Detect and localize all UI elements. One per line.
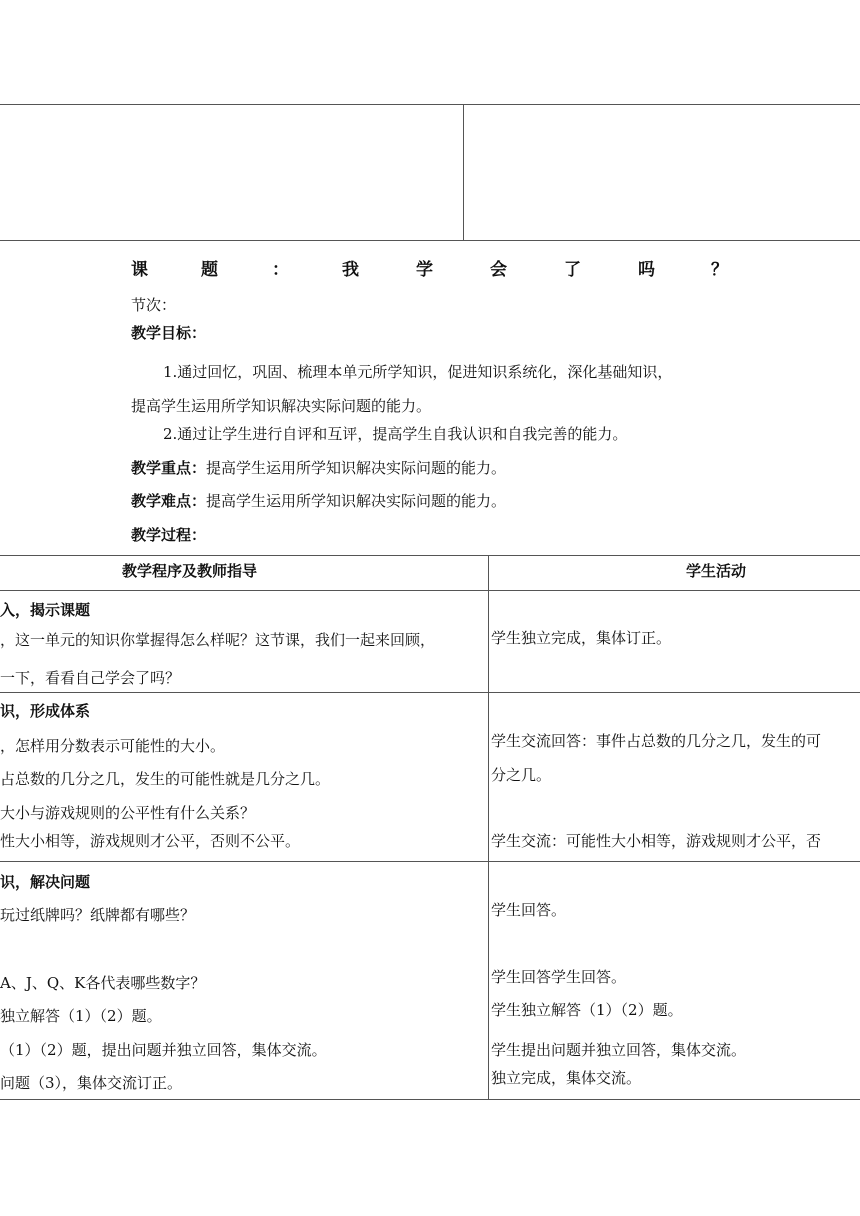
- row2-left-line: 性大小相等，游戏规则才公平，否则不公平。: [0, 832, 301, 850]
- row3-left-line: 问题（3），集体交流订正。: [0, 1074, 183, 1092]
- title-char: 吗: [638, 260, 655, 280]
- objective-1-line2: 提高学生运用所学知识解决实际问题的能力。: [131, 397, 432, 415]
- table-header-right: 学生活动: [686, 562, 747, 580]
- top-table-border-bottom: [0, 240, 860, 241]
- row2-right-line: 学生交流回答：事件占总数的几分之几，发生的可: [491, 732, 822, 750]
- row3-left-line: （1）（2）题，提出问题并独立回答，集体交流。: [0, 1041, 327, 1059]
- process-heading: 教学过程：: [131, 526, 207, 544]
- row2-left-line: 大小与游戏规则的公平性有什么关系？: [0, 804, 256, 822]
- title-char: ？: [711, 260, 728, 280]
- row3-right-line: 独立完成，集体交流。: [491, 1069, 642, 1087]
- row1-left-line: 一下，看看自己学会了吗？: [0, 669, 181, 687]
- title-char: ：: [272, 260, 289, 280]
- row2-right-line: 学生交流：可能性大小相等，游戏规则才公平，否: [491, 832, 822, 850]
- table-line: [0, 1099, 860, 1100]
- row1-right-line: 学生独立完成，集体订正。: [491, 629, 672, 647]
- table-header-left: 教学程序及教师指导: [122, 562, 258, 580]
- title-char: 我: [342, 260, 359, 280]
- title-char: 了: [564, 260, 581, 280]
- row3-left-line: 独立解答（1）（2）题。: [0, 1007, 162, 1025]
- row2-left-line: 占总数的几分之几，发生的可能性就是几分之几。: [0, 770, 331, 788]
- objectives-heading: 教学目标：: [131, 324, 207, 342]
- row3-right-line: 学生独立解答（1）（2）题。: [491, 1001, 683, 1019]
- row3-right-line: 学生回答学生回答。: [491, 968, 627, 986]
- row2-left-heading: 识，形成体系: [0, 702, 91, 720]
- top-table-border-top: [0, 104, 860, 105]
- table-line: [0, 555, 860, 556]
- row2-right-line: 分之几。: [491, 766, 552, 784]
- title-char: 课: [131, 260, 148, 280]
- difficulty: [131, 490, 506, 511]
- key-point-label: 教学重点：: [131, 459, 207, 477]
- table-line: [0, 861, 860, 862]
- title-char: 会: [490, 260, 507, 280]
- table-line: [0, 692, 860, 693]
- table-divider: [488, 555, 489, 1099]
- table-line: [0, 590, 860, 591]
- key-point-text: 提高学生运用所学知识解决实际问题的能力。: [206, 459, 507, 477]
- row3-right-line: 学生提出问题并独立回答，集体交流。: [491, 1041, 747, 1059]
- title-char: 学: [416, 260, 433, 280]
- section-label: 节次：: [131, 296, 177, 314]
- objective-2: 2.通过让学生进行自评和互评，提高学生自我认识和自我完善的能力。: [163, 425, 628, 443]
- objective-1-line1: 1.通过回忆，巩固、梳理本单元所学知识，促进知识系统化，深化基础知识，: [163, 363, 673, 381]
- top-table-divider: [463, 104, 464, 240]
- row3-left-line: A、J、Q、K各代表哪些数字？: [0, 974, 206, 992]
- title-char: 题: [201, 260, 218, 280]
- row2-left-line: ，怎样用分数表示可能性的大小。: [0, 737, 226, 755]
- row3-left-heading: 识，解决问题: [0, 873, 91, 891]
- key-point: [131, 457, 506, 478]
- difficulty-label: 教学难点：: [131, 492, 207, 510]
- row3-left-line: 玩过纸牌吗？纸牌都有哪些？: [0, 906, 196, 924]
- row3-right-line: 学生回答。: [491, 901, 567, 919]
- row1-left-line: ，这一单元的知识你掌握得怎么样呢？这节课，我们一起来回顾，: [0, 631, 436, 649]
- row1-left-heading: 入，揭示课题: [0, 601, 91, 619]
- difficulty-text: 提高学生运用所学知识解决实际问题的能力。: [206, 492, 507, 510]
